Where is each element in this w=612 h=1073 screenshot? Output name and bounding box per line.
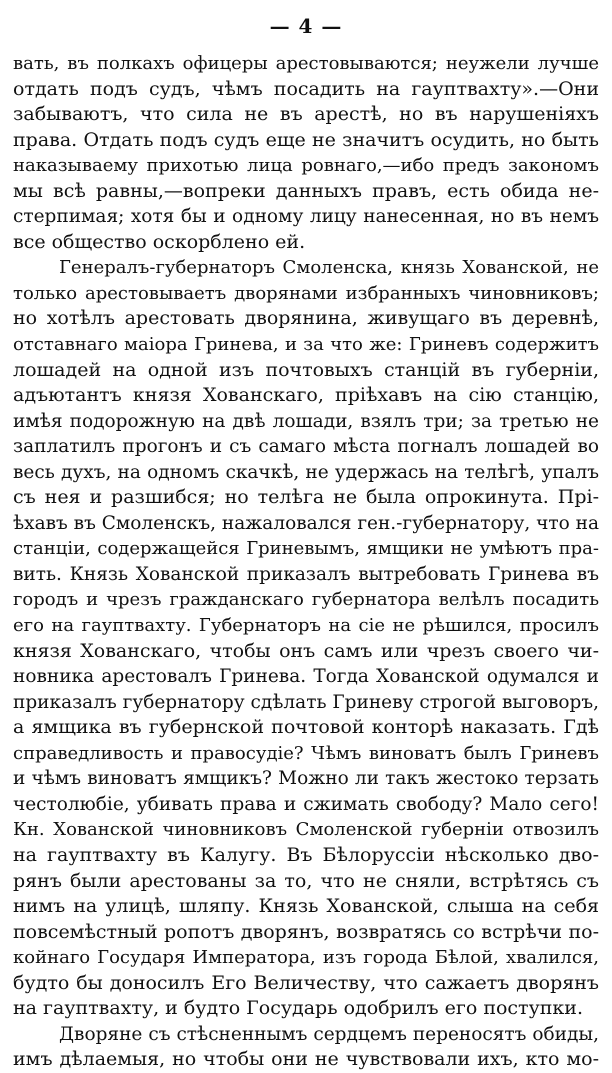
text-line: вить. Князь Хованской приказалъ вытребовать Гринева въ — [13, 563, 599, 585]
text-line: мы всѣ равны,—вопреки данныхъ правъ, есть обида не- — [13, 179, 599, 202]
text-line: но хотѣлъ арестовать дворянина, живущаго въ деревнѣ, — [13, 307, 599, 330]
text-line: городъ и чрезъ гражданскаго губернатора велѣлъ посадить — [13, 589, 599, 611]
text-line: Дворяне съ стѣсненнымъ сердцемъ переносятъ обиды, — [59, 1023, 599, 1045]
text-line: князя Хованскаго, чтобы онъ самъ или чрезъ своего чи- — [13, 639, 599, 662]
text-line: все общество оскорблено ей. — [13, 230, 306, 253]
text-line: только арестовываетъ дворянами избранныхъ чиновниковъ; — [13, 282, 599, 304]
text-line: Кн. Хованской чиновниковъ Смоленской губерніи отвозилъ — [13, 819, 599, 841]
text-line: отдать подъ судъ, чѣмъ посадить на гауптвахту».—Они — [13, 77, 599, 100]
text-line: права. Отдать подъ судъ еще не значитъ осудить, но быть — [13, 128, 599, 151]
text-line: стерпимая; хотя бы и одному лицу нанесенная, но въ немъ — [13, 206, 599, 228]
text-line: имъ дѣлаемыя, но чтобы они не чувствовали ихъ, кто мо- — [13, 1048, 599, 1071]
text-line: будто бы доносилъ Его Величеству, что сажаетъ дворянъ — [13, 971, 599, 994]
text-line: на гауптвахту, и будто Государь одобрилъ его поступки. — [13, 997, 583, 1020]
text-line: заплатилъ прогонъ и съ самаго мѣста погналъ лошадей во — [13, 436, 599, 458]
text-line: имѣя подорожную на двѣ лошади, взялъ три; за третью не — [13, 410, 599, 432]
text-line: на гауптвахту въ Калугу. Въ Бѣлоруссіи нѣсколько дво- — [13, 843, 599, 866]
body-text — [13, 51, 599, 1073]
text-line: его на гауптвахту. Губернаторъ на сіе не рѣшился, просилъ — [13, 615, 599, 637]
text-line: съ нея и разшибся; но телѣга не была опрокинута. Прі- — [13, 486, 599, 509]
text-line: Генералъ-губернаторъ Смоленска, князь Хованской, не — [59, 257, 599, 279]
text-line: и чѣмъ виноватъ ямщикъ? Можно ли такъ жестоко терзать — [13, 768, 599, 790]
text-line: вать, въ полкахъ офицеры арестовываются; неужели лучше — [13, 53, 599, 74]
page-number: — 4 — — [269, 14, 343, 38]
text-line: а ямщика въ губернской почтовой конторѣ наказать. Гдѣ — [13, 716, 599, 739]
text-line: наказываему прихотью лица ровнаго,—ибо предъ закономъ — [13, 155, 599, 177]
text-line: лошадей на одной изъ почтовыхъ станцій въ губерніи, — [13, 358, 599, 381]
text-line: отставнаго маіора Гринева, и за что же: Гриневъ содержитъ — [13, 334, 599, 356]
text-line: ѣхавъ въ Смоленскъ, нажаловался ген.-губернатору, что на — [13, 512, 599, 534]
text-line: новника арестовалъ Гринева. Тогда Хованской одумался и — [13, 666, 599, 688]
text-line: нимъ на улицѣ, шляпу. Князь Хованской, слыша на себя — [13, 895, 599, 918]
text-line: приказалъ губернатору сдѣлать Гриневу строгой выговоръ, — [13, 691, 599, 713]
text-line: рянъ были арестованы за то, что не сняли, встрѣтясь съ — [13, 869, 599, 892]
text-line: весь духъ, на одномъ скачкѣ, не удержась на телѣгѣ, упалъ — [13, 461, 599, 483]
text-line: справедливость и правосудіе? Чѣмъ виноватъ былъ Гриневъ — [13, 742, 599, 764]
text-line: станціи, содержащейся Гриневымъ, ямщики не умѣютъ пра- — [13, 538, 599, 560]
text-line: повсемѣстный ропотъ дворянъ, возвратясь со встрѣчи по- — [13, 920, 599, 943]
text-line: забываютъ, что сила не въ арестѣ, но въ нарушеніяхъ — [13, 103, 599, 126]
text-line: честолюбіе, убивать права и сжимать свободу? Мало сего! — [13, 793, 599, 815]
text-line: адъютантъ князя Хованскаго, пріѣхавъ на сію станцію, — [13, 384, 599, 407]
text-line: койнаго Государя Императора, изъ города Бѣлой, хвалился, — [13, 947, 599, 969]
